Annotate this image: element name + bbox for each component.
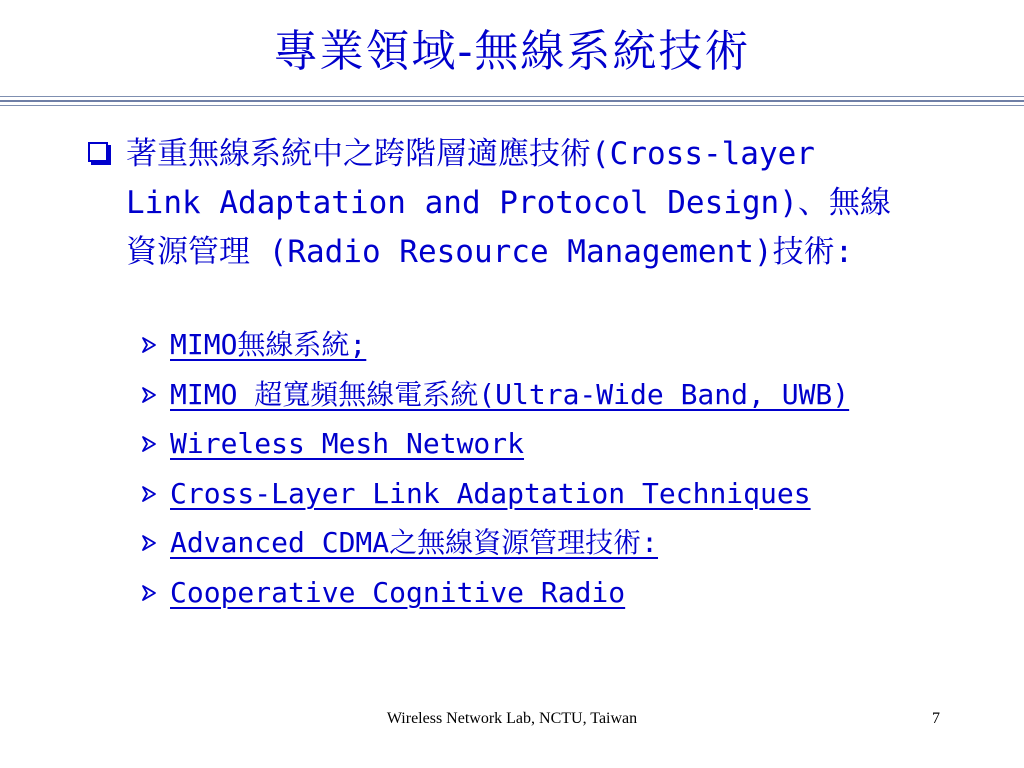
list-item [140,474,1000,524]
main-bullet [88,130,908,277]
arrow-bullet-icon [140,435,158,453]
arrow-bullet-icon [140,534,158,552]
title-divider [0,96,1024,109]
mimo-uwb-link[interactable]: MIMO 超寬頻無線電系統(Ultra-Wide Band, UWB) [170,377,850,411]
list-item [140,424,1000,474]
arrow-bullet-icon [140,336,158,354]
mimo-wireless-link[interactable]: MIMO無線系統; [170,328,367,361]
advanced-cdma-link[interactable]: Advanced CDMA之無線資源管理技術: [170,526,659,559]
list-item [140,325,1000,375]
list-item [140,573,1000,623]
list-item [140,375,1000,425]
cross-layer-link-adaptation-link[interactable]: Cross-Layer Link Adaptation Techniques [170,476,811,510]
main-bullet-text: 著重無線系統中之跨階層適應技術(Cross-layer Link Adaptation and Protocol Design)、無線資源管理 (Radio Resource Management)技術: [126,136,891,270]
footer-lab-name: Wireless Network Lab, NCTU, Taiwan [386,710,638,727]
list-item [140,523,1000,573]
arrow-bullet-icon [140,386,158,404]
sub-bullet-list [140,325,1000,622]
arrow-bullet-icon [140,584,158,602]
page-number: 7 [932,710,940,727]
wireless-mesh-network-link[interactable]: Wireless Mesh Network [170,427,525,460]
cooperative-cognitive-radio-link[interactable]: Cooperative Cognitive Radio [170,575,626,609]
slide-title: 專業領域-無線系統技術 [273,26,751,77]
hollow-square-bullet-icon [88,142,108,162]
arrow-bullet-icon [140,485,158,503]
